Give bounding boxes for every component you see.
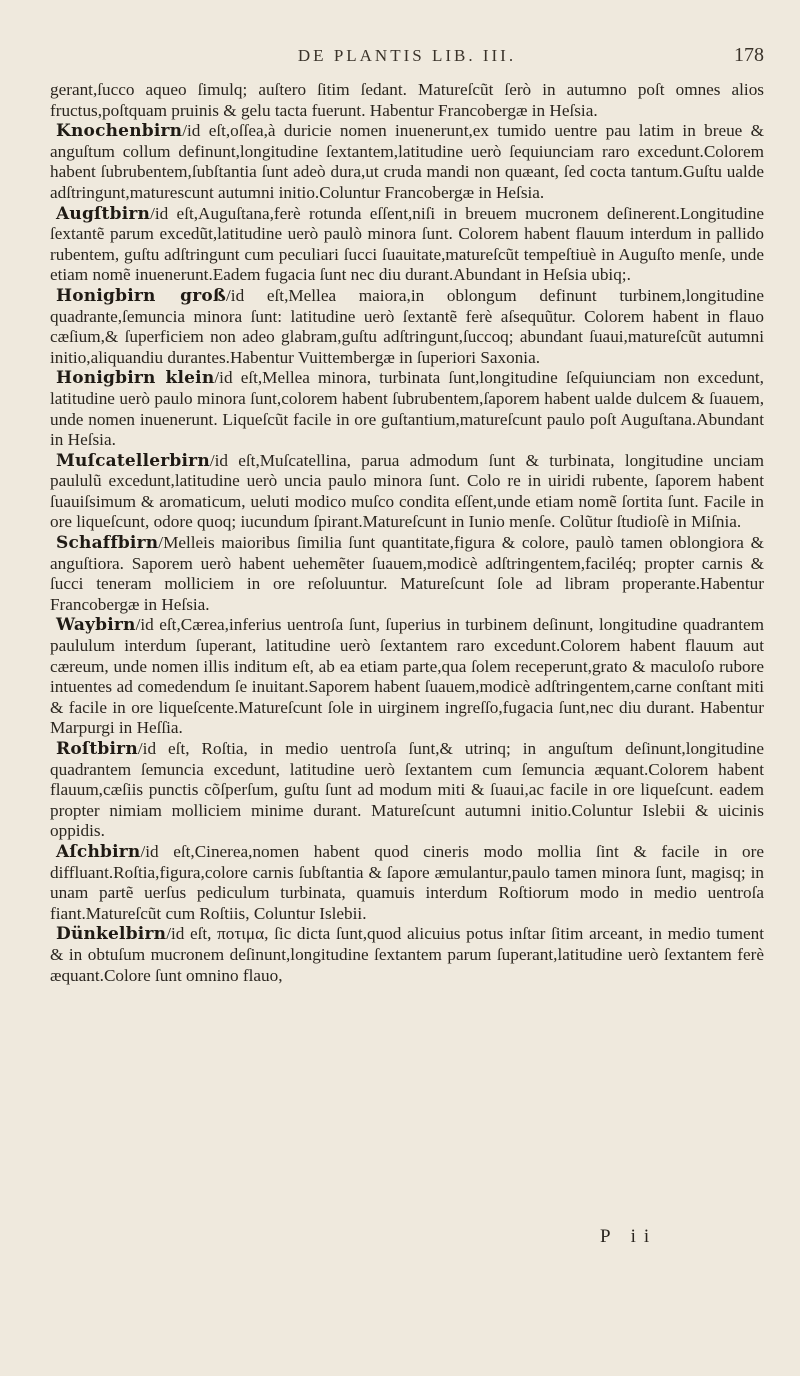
entry-text: /id eſt,oſſea,à duricie nomen inuenerunt,ex tumido uentre pau latim in breue & anguſtum collum definunt,longitudine ſextantem,latitudine uerò ſequiunciam raro excedunt.Colorem habent ſubrubentem,ſubſtantia ſunt adeò dura,ut cruda mandi non quæant, ſed cocta tantum.Guſtu ualde adſtringunt,maturescunt autumni initio.Coluntur Francobergæ in Heſsia. bbox=[50, 121, 764, 202]
entry-headword: Schaffbirn bbox=[56, 533, 159, 554]
entry-text: /id eſt,Muſcatellina, parua admodum ſunt & turbinata, longitudine unciam paululũ excedunt,latitudine uerò uncia paulo minora ſunt. Colo re in uiridi rubente, ſaporem habent ſuauiſsimum & aromaticum, ueluti modico muſco condita eſſent,unde etiam nomẽ ſortita ſunt. Facile in ore liqueſcunt, odore quoq; iucundum ſpirant.Matureſcunt in Iunio menſe. Colũtur ſtudioſè in Miſnia. bbox=[50, 450, 764, 532]
entry-text: /id eſt,Auguſtana,ferè rotunda eſſent,niſi in breuem mucronem deſinerent.Longitudine ſextantẽ parum excedũt,latitudine uerò paulò minora ſunt. Colorem habent flauum interdum in pallido rubentem, guſtu adſtringunt cum peculiari ſucci ſuauitate,matureſcũt tempeſtiuè in Auguſto menſe, unde etiam nomẽ inuenerunt.Eadem fugacia ſunt nec diu durant.Abundant in Heſsia ubiq;. bbox=[50, 203, 764, 285]
page-header bbox=[50, 44, 764, 74]
entry-headword: Roſtbirn bbox=[56, 739, 138, 759]
entry-muscatellerbirn bbox=[50, 451, 764, 533]
entry-text: /Melleis maioribus ſimilia ſunt quantitate,figura & colore, paulò tamen oblongiora & anguſtiora. Saporem uerò habent uehemẽter ſuauem,modicè adſtringentem,faciléq; propter carnis & ſucci teneram molliciem in ore reſoluuntur. Matureſcunt ſole ad libram properante.Habentur Francobergæ in Heſsia. bbox=[50, 533, 764, 614]
page-body bbox=[50, 80, 764, 986]
entry-text: /id eſt,Cærea,inferius uentroſa ſunt, ſuperius in turbinem deſinunt, longitudine quadrantem paululum interdum ſuperant, latitudine uerò ſextantem raro excedunt.Colorem habent flauum aut cæreum, unde nomen illis inditum eſt, ab ea etiam parte,qua ſolem receperunt,grato & maculoſo rubore intuentes ad comedendum ſe inuitant.Saporem habent ſuauem,modicè adſtringentem,carne conſtant miti & facile in ore liqueſcente.Matureſcunt ſole in uirginem ingreſſo,fugacia ſunt,nec diu durant. Habentur Marpurgi in Heſſia. bbox=[50, 615, 764, 738]
entry-text: /id eſt, ποτιμα, ſic dicta ſunt,quod alicuius potus inſtar ſitim arceant, in medio tument & in obtuſum mucronem deſinunt,longitudine ſextantem parum ſuperant,latitudine uerò ſextantem ferè æquant.Colore ſunt omnino flauo, bbox=[50, 924, 764, 985]
entry-headword: Dünkelbirn bbox=[56, 924, 167, 945]
entry-headword: Aſchbirn bbox=[56, 841, 141, 862]
running-head: DE PLANTIS LIB. III. bbox=[297, 46, 517, 65]
entry-knochenbirn bbox=[50, 121, 764, 203]
page-number: 178 bbox=[734, 44, 764, 66]
entry-honigbirn-klein bbox=[50, 368, 764, 450]
entry-headword: Knochenbirn bbox=[56, 121, 183, 142]
entry-headword: Honigbirn groß bbox=[56, 285, 227, 306]
entry-text: /id eſt, Roſtia, in medio uentroſa ſunt,& utrinq; in anguſtum deſinunt,longitudine quadrantem ſemuncia excedunt, latitudine uerò ſextantem cum ſemuncia æquant.Colorem habent flauum,cæſiis punctis cõſperſum, guſtu ſunt ad modum miti & ſuaui,ac facile in ore liqueſcunt. eadem propter nimiam molliciem minime durant. Matureſcunt autumni initio.Coluntur Islebii & uicinis oppidis. bbox=[50, 739, 764, 841]
entry-rostbirn bbox=[50, 739, 764, 842]
entry-schaffbirn bbox=[50, 533, 764, 615]
entry-text: /id eſt,Mellea minora, turbinata ſunt,longitudine ſeſquiunciam non excedunt, latitudine uerò paulo minora ſunt,colorem habent ſubrubentem,ſaporem habent ualde dulcem & ſuauem, unde nomen inuenerunt. Liqueſcũt facile in ore guſtantium,matureſcunt paulo poſt Auguſtana.Abundant in Heſsia. bbox=[50, 368, 764, 450]
entry-headword: Augſtbirn bbox=[56, 203, 151, 224]
entry-augstbirn bbox=[50, 204, 764, 286]
intro-paragraph: gerant,ſucco aqueo ſimulq; auſtero ſitim ſedant. Matureſcũt ſerò in autumno poſt omnes alios fructus,poſtquam pruinis & gelu tacta fuerunt. Habentur Francobergæ in Heſsia. bbox=[50, 80, 764, 120]
entry-text: /id eſt,Mellea maiora,in oblongum definunt turbinem,longitudine quadrante,ſemuncia minora ſunt: latitudine uerò ſextantẽ ferè aſsequũtur. Colorem habent in flauo cæſium,& ſuperficiem non adeo glabram,guſtu adſtringunt,ſuccoq; abundant ſuaui,matureſcũt autumni initio,aliquandiu durantes.Habentur Vuittembergæ in ſuperiori Saxonia. bbox=[50, 285, 764, 367]
entry-headword: Waybirn bbox=[56, 615, 136, 636]
entry-aschbirn bbox=[50, 842, 764, 924]
entry-headword: Muſcatellerbirn bbox=[56, 450, 210, 471]
entry-waybirn bbox=[50, 615, 764, 739]
entry-headword: Honigbirn klein bbox=[56, 368, 215, 389]
entry-honigbirn-gross bbox=[50, 286, 764, 368]
entry-dunkelbirn bbox=[50, 924, 764, 986]
entry-text: /id eſt,Cinerea,nomen habent quod cineris modo mollia ſint & facile in ore diffluant.Roſtia,figura,colore carnis ſubſtantia & ſapore æmulantur,paulo tamen minora ſunt, magisq; in unam partẽ uerſus pediculum turbinata, quamuis interdum Roſtiorum modo in medio uentroſa fiant.Matureſcũt cum Roſtiis, Coluntur Islebii. bbox=[50, 841, 764, 923]
signature-mark: P ii bbox=[600, 1226, 658, 1247]
